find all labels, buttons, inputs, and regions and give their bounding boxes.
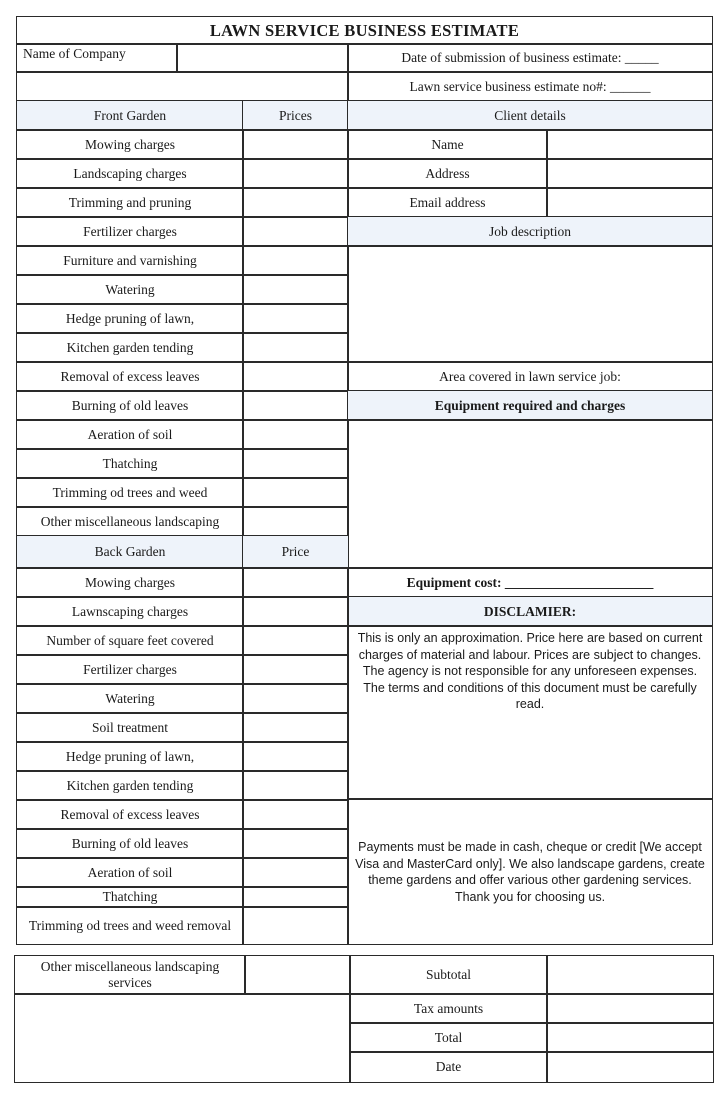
- tax-field[interactable]: [546, 993, 714, 1024]
- back-price-field[interactable]: [242, 886, 349, 908]
- subtotal-label: Subtotal: [349, 955, 548, 995]
- footer-blank-cell: [14, 993, 351, 1083]
- front-item: Aeration of soil: [16, 419, 244, 450]
- submission-date-label: Date of submission of business estimate: _____: [347, 43, 713, 73]
- back-item: Number of square feet covered: [16, 625, 244, 656]
- back-price-field[interactable]: [242, 654, 349, 685]
- back-price-field[interactable]: [242, 906, 349, 945]
- company-name-label: Name of Company: [16, 43, 178, 73]
- page-title: LAWN SERVICE BUSINESS ESTIMATE: [16, 16, 713, 45]
- back-item: Burning of old leaves: [16, 828, 244, 859]
- back-item: Removal of excess leaves: [16, 799, 244, 830]
- equipment-cost-label: Equipment cost: ______________________: [347, 567, 713, 598]
- back-item: Watering: [16, 683, 244, 714]
- client-name-field[interactable]: [546, 129, 713, 160]
- date-field[interactable]: [546, 1051, 714, 1083]
- front-price-field[interactable]: [242, 477, 349, 508]
- front-item: Removal of excess leaves: [16, 361, 244, 392]
- disclaimer-heading: DISCLAMIER:: [347, 596, 713, 627]
- total-label: Total: [349, 1022, 548, 1053]
- front-item: Watering: [16, 274, 244, 305]
- front-item: Thatching: [16, 448, 244, 479]
- front-price-field[interactable]: [242, 506, 349, 537]
- front-item: Mowing charges: [16, 129, 244, 160]
- client-email-label: Email address: [347, 187, 548, 218]
- back-garden-price-heading: Price: [242, 535, 349, 569]
- back-price-field[interactable]: [242, 770, 349, 801]
- payment-terms-text: Payments must be made in cash, cheque or credit [We accept Visa and MasterCard only]. We also landscape gardens, create theme gardens and offer various other gardening services. Thank you for choosing us.: [347, 798, 713, 945]
- client-address-label: Address: [347, 158, 548, 189]
- date-label: Date: [349, 1051, 548, 1083]
- back-price-field[interactable]: [242, 857, 349, 888]
- front-price-field[interactable]: [242, 303, 349, 334]
- misc-services-price-field[interactable]: [244, 955, 351, 995]
- job-description-heading: Job description: [347, 216, 713, 247]
- client-email-field[interactable]: [546, 187, 713, 218]
- back-price-field[interactable]: [242, 741, 349, 772]
- front-item: Kitchen garden tending: [16, 332, 244, 363]
- front-item: Landscaping charges: [16, 158, 244, 189]
- back-item: Fertilizer charges: [16, 654, 244, 685]
- back-price-field[interactable]: [242, 799, 349, 830]
- front-price-field[interactable]: [242, 245, 349, 276]
- back-item: Kitchen garden tending: [16, 770, 244, 801]
- front-price-field[interactable]: [242, 274, 349, 305]
- estimate-number-label: Lawn service business estimate no#: ______: [347, 71, 713, 102]
- front-price-field[interactable]: [242, 448, 349, 479]
- area-covered-label: Area covered in lawn service job:: [347, 361, 713, 392]
- front-garden-price-heading: Prices: [242, 100, 349, 131]
- back-item: Mowing charges: [16, 567, 244, 598]
- job-description-field[interactable]: [347, 245, 713, 363]
- client-name-label: Name: [347, 129, 548, 160]
- back-item: Hedge pruning of lawn,: [16, 741, 244, 772]
- back-item: Soil treatment: [16, 712, 244, 743]
- tax-label: Tax amounts: [349, 993, 548, 1024]
- front-price-field[interactable]: [242, 129, 349, 160]
- back-garden-heading: Back Garden: [16, 535, 244, 569]
- front-item: Other miscellaneous landscaping: [16, 506, 244, 537]
- back-item: Aeration of soil: [16, 857, 244, 888]
- front-item: Fertilizer charges: [16, 216, 244, 247]
- disclaimer-text: This is only an approximation. Price here are based on current charges of material and labour. Prices are subject to changes. The agency is not responsible for any unforeseen expenses. The terms and conditions of this document must be carefully read.: [347, 625, 713, 800]
- front-item: Furniture and varnishing: [16, 245, 244, 276]
- front-item: Trimming od trees and weed: [16, 477, 244, 508]
- front-price-field[interactable]: [242, 158, 349, 189]
- front-price-field[interactable]: [242, 419, 349, 450]
- front-garden-heading: Front Garden: [16, 100, 244, 131]
- back-price-field[interactable]: [242, 596, 349, 627]
- misc-services-label: Other miscellaneous landscaping services: [14, 955, 246, 995]
- front-price-field[interactable]: [242, 187, 349, 218]
- back-price-field[interactable]: [242, 567, 349, 598]
- client-address-field[interactable]: [546, 158, 713, 189]
- back-price-field[interactable]: [242, 625, 349, 656]
- back-item: Trimming od trees and weed removal: [16, 906, 244, 945]
- equipment-heading: Equipment required and charges: [347, 390, 713, 421]
- info-blank-cell: [16, 71, 349, 102]
- front-price-field[interactable]: [242, 361, 349, 392]
- equipment-field[interactable]: [347, 419, 713, 569]
- back-item: Lawnscaping charges: [16, 596, 244, 627]
- company-name-field[interactable]: [176, 43, 349, 73]
- client-details-heading: Client details: [347, 100, 713, 131]
- front-price-field[interactable]: [242, 332, 349, 363]
- back-price-field[interactable]: [242, 828, 349, 859]
- back-price-field[interactable]: [242, 712, 349, 743]
- total-field[interactable]: [546, 1022, 714, 1053]
- front-item: Hedge pruning of lawn,: [16, 303, 244, 334]
- front-item: Burning of old leaves: [16, 390, 244, 421]
- back-item: Thatching: [16, 886, 244, 908]
- back-price-field[interactable]: [242, 683, 349, 714]
- front-price-field[interactable]: [242, 216, 349, 247]
- subtotal-field[interactable]: [546, 955, 714, 995]
- front-item: Trimming and pruning: [16, 187, 244, 218]
- front-price-field[interactable]: [242, 390, 349, 421]
